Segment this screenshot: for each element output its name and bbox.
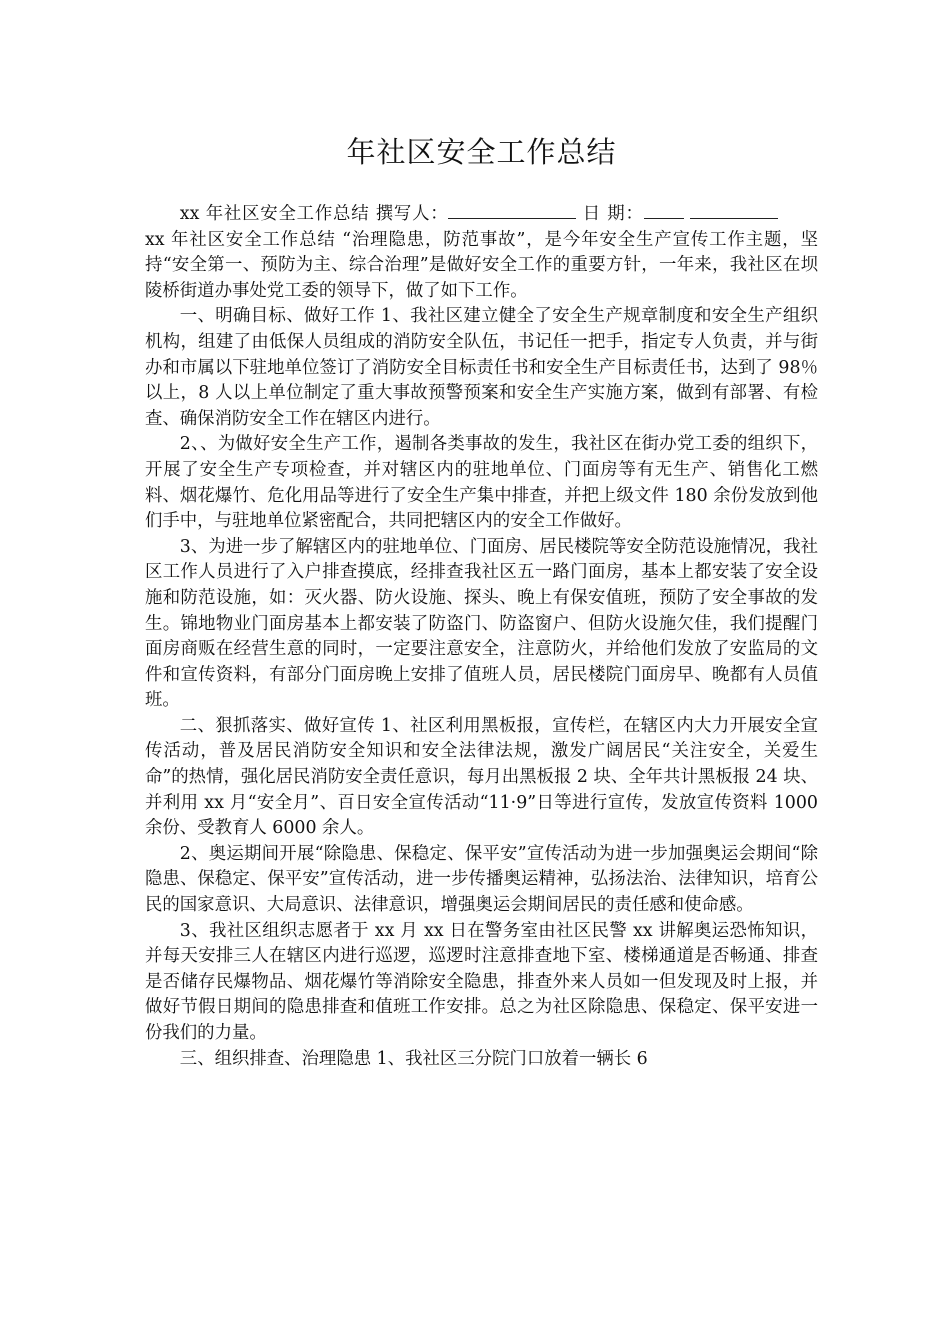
author-blank [448, 200, 576, 219]
paragraph-section-1-item-1: 一、明确目标、做好工作 1、我社区建立健全了安全生产规章制度和安全生产组织机构，组建了由低保人员组成的消防安全队伍，书记任一把手，指定专人负责，并与街办和市属以下驻地单位签订了消防安全目标责任书和安全生产目标责任书，达到了 98％以上，8 人以上单位制定了重大事故预警预案和安全生产实施方案，做到有部署、有检查、确保消防安全工作在辖区内进行。 [145, 306, 818, 429]
header-lead: xx 年社区安全工作总结 撰写人： [179, 204, 449, 224]
document-body [145, 200, 818, 1072]
paragraph-section-1-item-2: 2、、为做好安全生产工作，遏制各类事故的发生，我社区在街办党工委的组织下，开展了安全生产专项检查，并对辖区内的驻地单位、门面房等有无生产、销售化工燃料、烟花爆竹、危化用品等进行了安全生产集中排查，并把上级文件 180 余份发放到他们手中，与驻地单位紧密配合，共同把辖区内的安全工作做好。 [145, 434, 818, 532]
paragraph-section-2-item-3: 3、我社区组织志愿者于 xx 月 xx 日在警务室由社区民警 xx 讲解奥运恐怖知识，并每天安排三人在辖区内进行巡逻，巡逻时注意排查地下室、楼梯通道是否畅通、排查是否储存民爆物品、烟花爆竹等消除安全隐患，排查外来人员如一但发现及时上报，并做好节假日期间的隐患排查和值班工作安排。总之为社区除隐患、保稳定、保平安进一份我们的力量。 [145, 920, 818, 1043]
header-paragraph [145, 200, 818, 304]
date-blank-continued [690, 200, 778, 219]
paragraph-section-3-item-1: 三、组织排查、治理隐患 1、我社区三分院门口放着一辆长 6 [179, 1048, 648, 1069]
header-tail: xx 年社区安全工作总结 “治理隐患，防范事故”，是今年安全生产宣传工作主题，坚持“安全第一、预防为主、综合治理”是做好安全工作的重要方针，一年来，我社区在坝陵桥街道办事处党工委的领导下，做了如下工作。 [145, 229, 818, 301]
date-label: 日 期： [576, 204, 644, 224]
paragraph-section-1-item-3: 3、为进一步了解辖区内的驻地单位、门面房、居民楼院等安全防范设施情况，我社区工作人员进行了入户排查摸底，经排查我社区五一路门面房，基本上都安装了安全设施和防范设施，如：灭火器、防火设施、探头、晚上有保安值班，预防了安全事故的发生。锦地物业门面房基本上都安装了防盗门、防盗窗户、但防火设施欠佳，我们提醒门面房商贩在经营生意的同时，一定要注意安全，注意防火，并给他们发放了安监局的文件和宣传资料，有部分门面房晚上安排了值班人员，居民楼院门面房早、晚都有人员值班。 [145, 536, 818, 711]
paragraph-section-2-item-2: 2、奥运期间开展“除隐患、保稳定、保平安”宣传活动为进一步加强奥运会期间“除隐患、保稳定、保平安”宣传活动，进一步传播奥运精神，弘扬法治、法律知识，培育公民的国家意识、大局意识、法律意识，增强奥运会期间居民的责任感和使命感。 [145, 843, 818, 916]
paragraph-section-2-item-1: 二、狠抓落实、做好宣传 1、社区利用黑板报，宣传栏，在辖区内大力开展安全宣传活动，普及居民消防安全知识和安全法律法规，激发广阔居民“关注安全，关爱生命”的热情，强化居民消防安全责任意识，每月出黑板报 2 块、全年共计黑板报 24 块、并利用 xx 月“安全月”、百日安全宣传活动“11·9”日等进行宣传，发放宣传资料 1000 余份、受教育人 6000 余人。 [145, 715, 818, 839]
document-title: 年社区安全工作总结 [346, 135, 617, 169]
date-blank [644, 200, 684, 219]
